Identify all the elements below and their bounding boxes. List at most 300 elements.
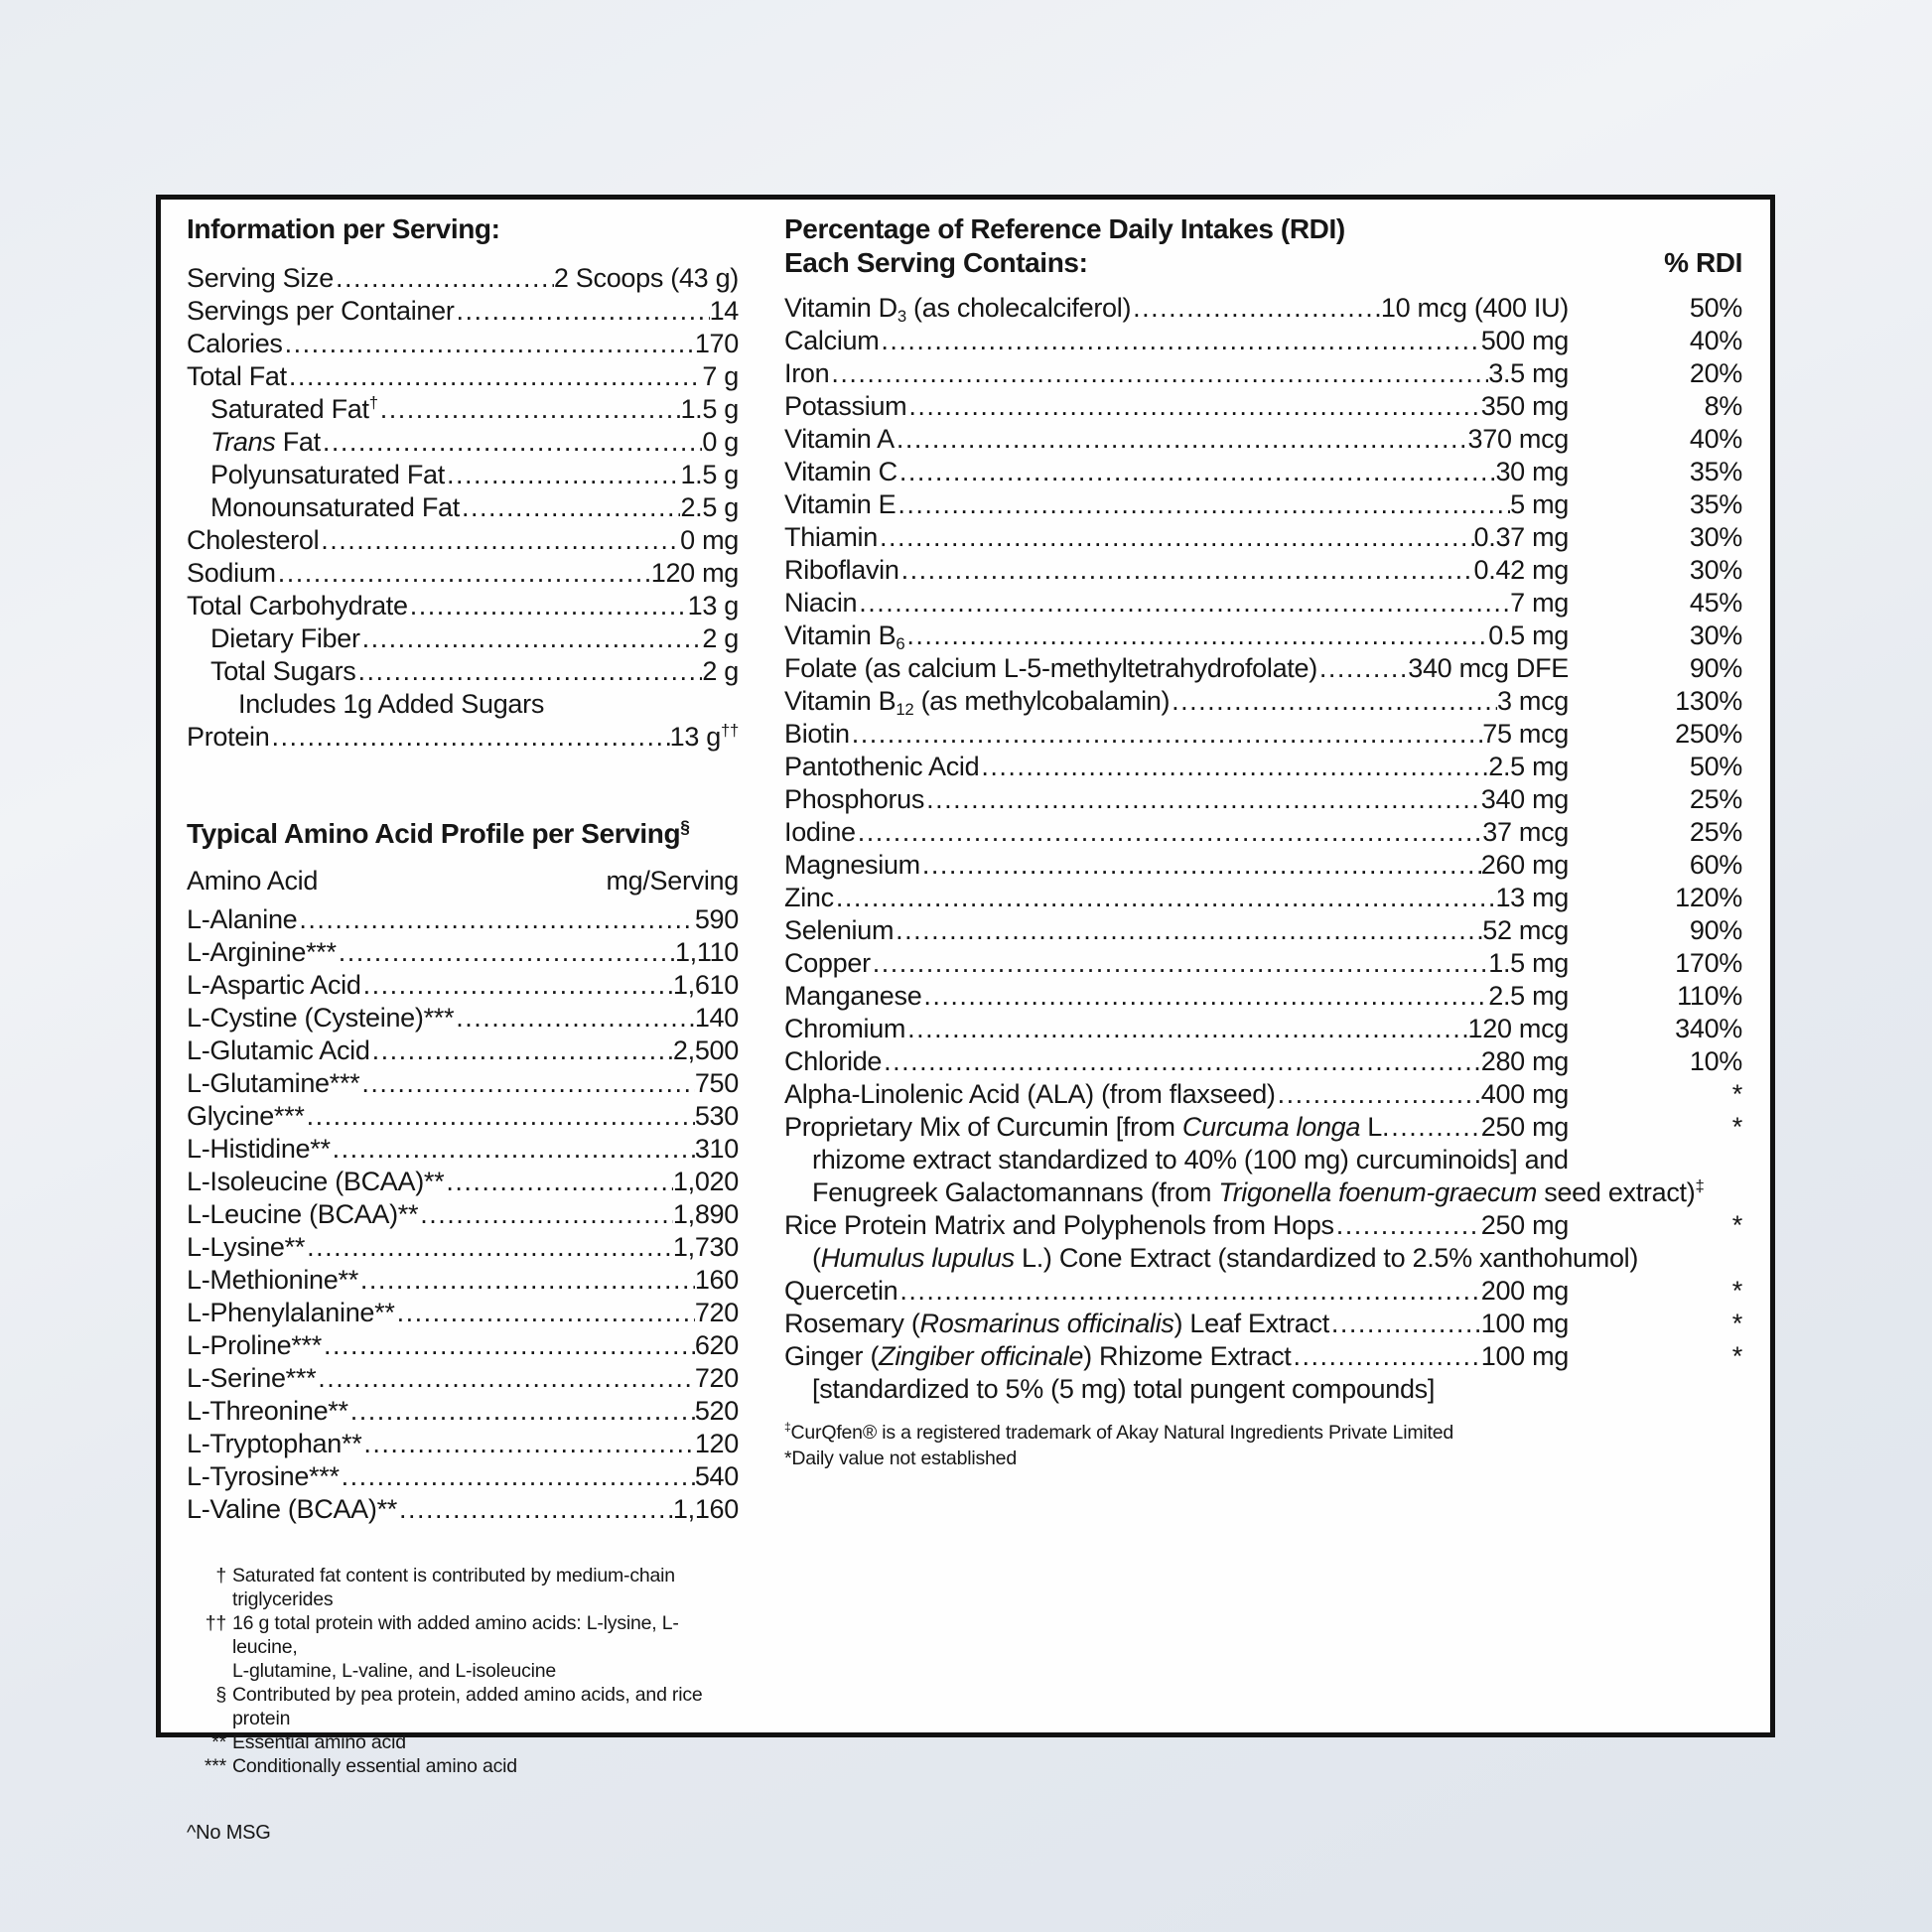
footnote-marker: *** [204,1755,226,1777]
row-value: 170 [694,329,739,358]
row-value: 160 [694,1265,739,1295]
row-label: Chromium [784,1014,906,1043]
dot-leader [921,980,1488,1013]
dot-leader [850,718,1483,751]
row-amount: 340 mg [1480,784,1569,814]
row-rdi-percent: 40% [1689,326,1742,355]
row-main [784,620,1569,652]
row-rdi-percent: * [1731,1079,1742,1109]
dot-leader [269,721,669,754]
row-amount: 340 mcg DFE [1408,653,1569,683]
row-rdi-percent: * [1731,1276,1742,1306]
row-rdi-percent: * [1731,1210,1742,1240]
table-row [784,357,1742,390]
row-main [784,1308,1569,1340]
footnote-text: L-glutamine, L-valine, and L-isoleucine [232,1660,557,1682]
row-main [784,816,1569,849]
row-value: 1,160 [672,1494,739,1524]
dot-leader [979,751,1488,783]
row-value: 520 [694,1396,739,1426]
info-per-serving-header: Information per Serving: [187,213,500,244]
row-continuation-text: (Humulus lupulus L.) Cone Extract (standardized to 2.5% xanthohumol) [812,1243,1639,1273]
table-row [784,980,1742,1013]
row-rdi-percent: 30% [1689,522,1742,552]
dot-leader [276,557,651,590]
dot-leader [331,1133,695,1166]
row-main [784,882,1569,914]
dot-leader [899,554,1474,587]
row-label: L-Lysine** [187,1232,306,1262]
row-main [784,1209,1569,1242]
table-row [784,947,1742,980]
row-rdi-percent: 110% [1677,981,1742,1011]
table-row [784,620,1742,652]
amino-rows-table [187,903,739,1526]
row-main [784,783,1569,816]
dot-leader [460,491,680,524]
dot-leader [834,882,1496,914]
dot-leader [370,1035,673,1067]
footnote-line [187,1611,739,1659]
dot-leader [1276,1078,1481,1111]
table-row [187,426,739,459]
row-label: L-Valine (BCAA)** [187,1494,397,1524]
table-row [784,456,1742,488]
row-label: L-Isoleucine (BCAA)** [187,1167,445,1196]
row-rdi-percent: 30% [1689,555,1742,585]
row-label: Folate (as calcium L-5-methyltetrahydrofolate) [784,653,1317,683]
row-main [784,1078,1569,1111]
row-main [784,685,1569,718]
row-label: L-Alanine [187,904,298,934]
row-label: Phosphorus [784,784,925,814]
row-label: Protein [187,722,270,752]
row-label: Zinc [784,883,834,912]
table-row [784,1013,1742,1045]
row-rdi-percent: 60% [1689,850,1742,880]
footnote-text: Conditionally essential amino acid [232,1755,517,1777]
table-row [187,393,739,426]
table-row [187,1264,739,1297]
table-row [187,1493,739,1526]
table-row [784,1308,1742,1340]
row-amount: 10 mcg (400 IU) [1380,293,1569,323]
table-row-continuation [784,1373,1742,1406]
row-label: L-Arginine*** [187,937,337,967]
row-value: 530 [694,1101,739,1131]
footnote-marker: † [215,1565,226,1587]
row-label: L-Threonine** [187,1396,348,1426]
footnote-marker: †† [205,1612,226,1634]
dot-leader [378,393,681,426]
row-value: 2,500 [672,1035,739,1065]
row-amount: 280 mg [1480,1046,1569,1076]
row-amount: 5 mg [1510,489,1569,519]
dot-leader [829,357,1488,390]
row-value: 750 [694,1068,739,1098]
row-rdi-percent: 40% [1689,424,1742,454]
row-label: Thiamin [784,522,878,552]
table-row [784,914,1742,947]
left-footnotes [187,1564,739,1778]
dot-leader [340,1460,695,1493]
footnote-line [187,1683,739,1730]
table-row [187,360,739,393]
table-row [784,554,1742,587]
row-label: L-Tyrosine*** [187,1461,340,1491]
row-rdi-percent: 25% [1689,817,1742,847]
table-row [187,1362,739,1395]
row-rdi-percent: 20% [1689,358,1742,388]
dot-leader [1131,292,1381,325]
row-label: Dietary Fiber [210,623,360,653]
row-value: 120 [694,1429,739,1458]
dot-leader [879,325,1480,357]
row-amount: 0.37 mg [1473,522,1569,552]
row-label: Magnesium [784,850,920,880]
table-row [187,1460,739,1493]
dot-leader [857,587,1510,620]
row-label: L-Methionine** [187,1265,358,1295]
row-continuation-text: Fenugreek Galactomannans (from Trigonella foenum-graecum seed extract)‡ [812,1176,1705,1207]
footnote-text: Contributed by pea protein, added amino acids, and rice protein [232,1684,703,1729]
row-value: 1,610 [672,970,739,1000]
row-main [784,1340,1569,1373]
dot-leader [297,903,694,936]
footnote-line [187,1730,739,1754]
row-label: Selenium [784,915,895,945]
row-amount: 100 mg [1480,1341,1569,1371]
row-value: 590 [694,904,739,934]
row-main [784,947,1569,980]
table-row [784,488,1742,521]
dot-leader [361,969,673,1002]
row-label: Biotin [784,719,850,749]
row-amount: 3 mcg [1496,686,1569,716]
dot-leader [1389,1111,1481,1144]
right-column [784,212,1742,1471]
footnote-marker: § [215,1684,226,1706]
table-row [784,423,1742,456]
dot-leader [896,488,1510,521]
table-row [784,718,1742,751]
table-row [187,557,739,590]
row-amount: 250 mg [1480,1112,1569,1142]
row-amount: 2.5 mg [1488,981,1569,1011]
table-row [784,1045,1742,1078]
row-amount: 0.42 mg [1473,555,1569,585]
dot-leader [361,1428,694,1460]
row-value: 7 g [702,361,739,391]
row-main [784,554,1569,587]
dot-leader [895,423,1468,456]
table-row-continuation [784,1144,1742,1176]
row-label: Proprietary Mix of Curcumin [from Curcuma longa L. [784,1112,1390,1142]
row-main [784,1013,1569,1045]
row-main [784,456,1569,488]
row-rdi-percent: 250% [1675,719,1742,749]
row-amount: 350 mg [1480,391,1569,421]
dot-leader [1292,1340,1481,1373]
dot-leader [897,456,1496,488]
row-label: Cholesterol [187,525,320,555]
row-label: Total Fat [187,361,287,391]
table-row [784,587,1742,620]
row-rdi-percent: 170% [1675,948,1742,978]
dot-leader [871,947,1488,980]
table-row [784,882,1742,914]
dot-leader [397,1493,673,1526]
dot-leader [337,936,675,969]
row-value: 1,730 [672,1232,739,1262]
table-row [187,688,739,721]
dot-leader [878,521,1474,554]
row-amount: 0.5 mg [1488,621,1569,650]
dot-leader [920,849,1481,882]
row-main [784,1275,1569,1308]
dot-leader [305,1231,673,1264]
row-main [784,1045,1569,1078]
table-row [784,816,1742,849]
row-value: 140 [694,1003,739,1033]
row-label: L-Proline*** [187,1330,322,1360]
amino-col-mg-serving: mg/Serving [606,866,739,896]
dot-leader [905,1013,1467,1045]
table-row [784,751,1742,783]
row-label: Trans Fat [210,427,321,457]
row-rdi-percent: 120% [1675,883,1742,912]
nutrition-label-panel [156,195,1775,1844]
row-label: L-Histidine** [187,1134,331,1164]
dot-leader [316,1362,695,1395]
row-value: 14 [709,296,739,326]
dot-leader [1317,652,1408,685]
row-value: 2.5 g [680,492,739,522]
row-label: Iodine [784,817,856,847]
row-label: Rice Protein Matrix and Polyphenols from Hops [784,1210,1334,1240]
row-label: Total Sugars [210,656,356,686]
table-row [187,491,739,524]
row-rdi-percent: 50% [1689,752,1742,781]
row-value: 310 [694,1134,739,1164]
row-label: Quercetin [784,1276,898,1306]
row-main [784,1111,1569,1144]
row-rdi-percent: 130% [1675,686,1742,716]
amino-acid-section [187,817,739,1526]
row-label: Monounsaturated Fat [210,492,460,522]
table-row [187,262,739,295]
row-label: Includes 1g Added Sugars [238,689,545,719]
row-amount: 400 mg [1480,1079,1569,1109]
percent-rdi-col-header: % RDI [1664,247,1742,278]
dot-leader [322,1329,695,1362]
row-label: Rosemary (Rosmarinus officinalis) Leaf Extract [784,1309,1329,1338]
row-label: Potassium [784,391,907,421]
no-msg-note: ^No MSG [187,1822,271,1844]
row-label: L-Cystine (Cysteine)*** [187,1003,455,1033]
row-label: Vitamin $B_{12}$ (as methylcobalamin) [784,686,1171,719]
row-main [784,390,1569,423]
dot-leader [359,1067,694,1100]
table-row [784,783,1742,816]
dot-leader [334,262,554,295]
row-main [784,980,1569,1013]
row-value: 0 mg [680,525,739,555]
row-main [784,325,1569,357]
row-label: Vitamin $B_6$ [784,621,905,653]
dot-leader [444,1166,673,1198]
dot-leader [348,1395,695,1428]
row-main [784,718,1569,751]
row-main [784,914,1569,947]
table-row [187,969,739,1002]
footnote-text: Essential amino acid [232,1731,406,1753]
dot-leader [283,328,695,360]
dot-leader [358,1264,695,1297]
footnote-line [187,1754,739,1778]
row-value: 1.5 g [680,460,739,489]
row-value: 120 mg [650,558,739,588]
table-row [784,685,1742,718]
row-label: Saturated Fat† [210,393,378,424]
footnote-text: 16 g total protein with added amino acids: L-lysine, L-leucine, [232,1612,679,1658]
row-label: Serving Size [187,263,334,293]
table-row [784,652,1742,685]
table-row [784,1209,1742,1242]
table-row [187,328,739,360]
dot-leader [882,1045,1481,1078]
table-row [187,459,739,491]
row-amount: 52 mcg [1482,915,1569,945]
footnote-marker: ** [211,1731,226,1753]
row-label: Sodium [187,558,276,588]
row-value: 13 g†† [669,721,739,752]
dot-leader [454,1002,695,1035]
row-main [784,357,1569,390]
dot-leader [1334,1209,1481,1242]
table-row [784,1111,1742,1144]
row-label: L-Phenylalanine** [187,1298,395,1327]
row-amount: 1.5 mg [1488,948,1569,978]
table-row [784,325,1742,357]
row-label: Niacin [784,588,858,618]
table-row [187,622,739,655]
row-label: Calcium [784,326,880,355]
row-value: 720 [694,1363,739,1393]
table-row [187,936,739,969]
row-amount: 200 mg [1480,1276,1569,1306]
row-label: Vitamin $D_3$ (as cholecalciferol) [784,293,1132,326]
table-row-continuation [784,1242,1742,1275]
row-rdi-percent: 340% [1675,1014,1742,1043]
row-rdi-percent: 45% [1689,588,1742,618]
row-label: Ginger (Zingiber officinale) Rhizome Extract [784,1341,1292,1371]
row-continuation-text: rhizome extract standardized to 40% (100 mg) curcuminoids] and [812,1145,1569,1174]
table-row [187,1198,739,1231]
dot-leader [1170,685,1497,718]
each-serving-contains-label: Each Serving Contains: [784,247,1088,278]
table-row [784,1340,1742,1373]
row-amount: 250 mg [1480,1210,1569,1240]
table-row [187,590,739,622]
row-value: 2 g [702,623,739,653]
table-row [784,1078,1742,1111]
row-amount: 3.5 mg [1488,358,1569,388]
table-row [187,1100,739,1133]
dot-leader [924,783,1481,816]
row-amount: 75 mcg [1482,719,1569,749]
row-value: 620 [694,1330,739,1360]
row-rdi-percent: 10% [1689,1046,1742,1076]
dot-leader [319,524,680,557]
table-row [187,1297,739,1329]
info-rows-table [187,262,739,754]
row-label: Glycine*** [187,1101,305,1131]
dot-leader [856,816,1482,849]
row-value: 1.5 g [680,394,739,424]
dot-leader [906,390,1480,423]
row-label: L-Glutamic Acid [187,1035,370,1065]
table-row [187,903,739,936]
row-label: Riboflavin [784,555,899,585]
table-row [187,1428,739,1460]
left-column [187,212,739,1845]
row-label: Alpha-Linolenic Acid (ALA) (from flaxseed) [784,1079,1276,1109]
table-row [187,655,739,688]
table-row [187,1231,739,1264]
table-row [187,1133,739,1166]
table-row [187,1035,739,1067]
row-rdi-percent: 30% [1689,621,1742,650]
row-label: L-Serine*** [187,1363,317,1393]
table-row [187,524,739,557]
row-rdi-percent: 90% [1689,915,1742,945]
row-label: Iron [784,358,830,388]
row-label: Vitamin E [784,489,897,519]
row-label: Polyunsaturated Fat [210,460,445,489]
row-amount: 260 mg [1480,850,1569,880]
amino-table-colheaders [187,865,739,897]
row-label: Calories [187,329,283,358]
row-value: 2 Scoops (43 g) [553,263,739,293]
row-label: Servings per Container [187,296,455,326]
row-value: 540 [694,1461,739,1491]
row-main [784,521,1569,554]
row-value: 2 g [702,656,739,686]
row-rdi-percent: 50% [1689,293,1742,323]
row-amount: 37 mcg [1482,817,1569,847]
dot-leader [321,426,703,459]
row-label: L-Tryptophan** [187,1429,362,1458]
row-label: L-Glutamine*** [187,1068,360,1098]
dot-leader [445,459,680,491]
dot-leader [418,1198,673,1231]
row-main [784,587,1569,620]
row-value: 1,110 [674,937,739,967]
row-label: Total Carbohydrate [187,591,408,621]
row-main [784,423,1569,456]
row-main [784,751,1569,783]
row-rdi-percent: 35% [1689,457,1742,486]
row-amount: 2.5 mg [1488,752,1569,781]
dot-leader [360,622,703,655]
table-row [784,1275,1742,1308]
row-value: 13 g [687,591,739,621]
row-rdi-percent: * [1731,1309,1742,1338]
row-label: Vitamin C [784,457,897,486]
rdi-rows-table [784,292,1742,1406]
row-rdi-percent: * [1731,1341,1742,1371]
